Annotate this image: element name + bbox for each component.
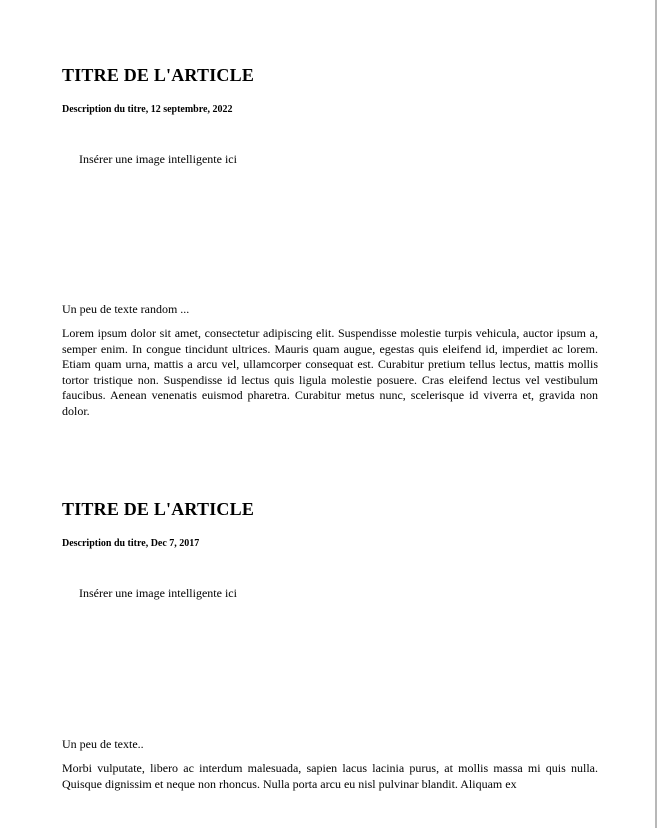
article-subtitle: Description du titre, Dec 7, 2017 (62, 538, 200, 549)
article-body: Lorem ipsum dolor sit amet, consectetur adipiscing elit. Suspendisse molestie turpis vehicula, auctor ipsum a, semper enim. In congue tincidunt ultrices. Mauris quam augue, egestas quis eleifend id, imperdiet ac lorem. Etiam quam urna, mattis a arcu vel, ullamcorper consequat est. Curabitur pretium tellus lectus, mattis mollis tortor tristique non. Suspendisse id lectus quis ligula molestie posuere. Cras eleifend lectus vel vestibulum faucibus. Aenean venenatis euismod pharetra. Curabitur metus nunc, scelerisque id viverra et, gravida non dolor. (62, 326, 598, 418)
article (62, 64, 598, 419)
article-title: TITRE DE L'ARTICLE (62, 499, 255, 519)
article-body: Morbi vulputate, libero ac interdum malesuada, sapien lacus lacinia purus, at mollis massa mi quis nulla. Quisque dignissim et neque non rhoncus. Nulla porta arcu eu nisl pulvinar blandit. Aliquam ex (62, 761, 598, 791)
article-title: TITRE DE L'ARTICLE (62, 65, 255, 85)
article (62, 498, 598, 792)
image-placeholder: Insérer une image intelligente ici (79, 152, 237, 166)
image-placeholder: Insérer une image intelligente ici (79, 586, 237, 600)
article-subtitle: Description du titre, 12 septembre, 2022 (62, 104, 233, 115)
article-lead: Un peu de texte random ... (62, 302, 190, 316)
article-lead: Un peu de texte.. (62, 737, 144, 751)
